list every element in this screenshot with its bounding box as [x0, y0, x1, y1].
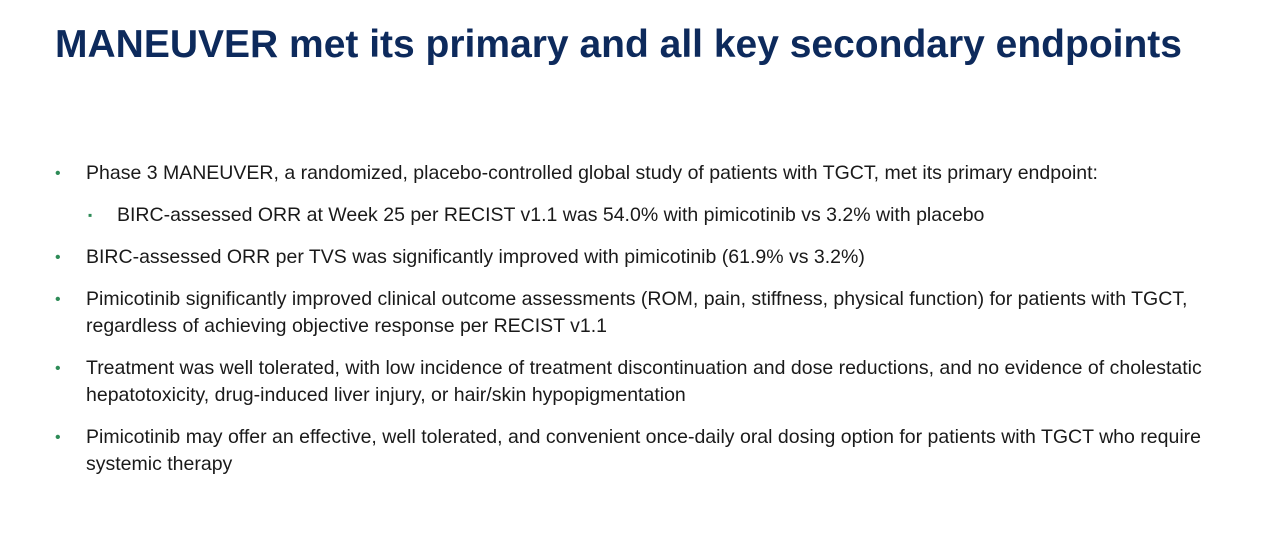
bullet-text: Treatment was well tolerated, with low incidence of treatment discontinuation and dose reductions, and no evidence of cholestatic hepatotoxicity, drug-induced liver injury, or hair/skin hypopigmentation — [86, 357, 1202, 406]
sub-bullet-item — [55, 202, 1255, 229]
bullet-item — [55, 424, 1255, 478]
sub-bullet-text: BIRC-assessed ORR at Week 25 per RECIST v1.1 was 54.0% with pimicotinib vs 3.2% with placebo — [117, 204, 985, 226]
bullet-item — [55, 286, 1255, 340]
sub-bullet-marker: ▪ — [88, 208, 93, 222]
slide-title: MANEUVER met its primary and all key secondary endpoints — [55, 23, 1182, 66]
bullet-marker: • — [55, 291, 61, 308]
bullet-item — [55, 244, 1255, 271]
bullet-text: Phase 3 MANEUVER, a randomized, placebo-controlled global study of patients with TGCT, met its primary endpoint: — [86, 162, 1098, 184]
bullet-list — [55, 160, 1255, 478]
bullet-text: Pimicotinib significantly improved clinical outcome assessments (ROM, pain, stiffness, physical function) for patients with TGCT, regardless of achieving objective response per RECIST v1.1 — [86, 288, 1188, 337]
bullet-marker: • — [55, 429, 61, 446]
bullet-item — [55, 160, 1255, 187]
bullet-text: Pimicotinib may offer an effective, well tolerated, and convenient once-daily oral dosing option for patients with TGCT who require systemic therapy — [86, 426, 1201, 475]
bullet-item — [55, 355, 1255, 409]
bullet-marker: • — [55, 360, 61, 377]
bullet-marker: • — [55, 249, 61, 266]
bullet-text: BIRC-assessed ORR per TVS was significantly improved with pimicotinib (61.9% vs 3.2%) — [86, 246, 865, 268]
bullet-marker: • — [55, 165, 61, 182]
